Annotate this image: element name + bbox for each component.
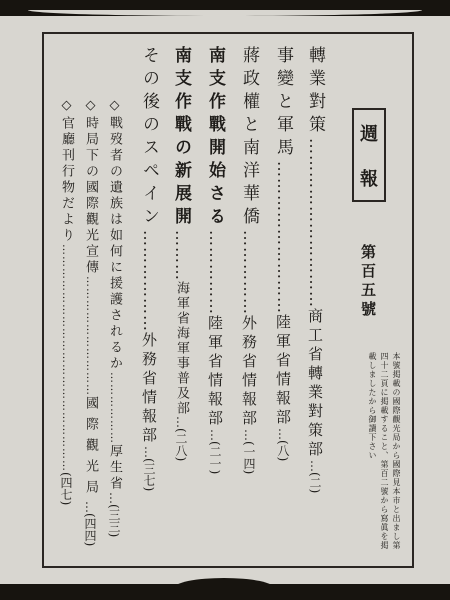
article-source: 陸軍省情報部: [206, 315, 224, 429]
leader-dots: …………………………: [306, 138, 325, 308]
periodical-title-char-1: 週: [360, 123, 378, 145]
leader-dots: …………………………: [84, 276, 97, 396]
bottom-border-band: [0, 584, 450, 600]
toc-entry-4: [206, 46, 223, 474]
minor-title: ◇戰歿者の遺族は如何に援護されるか: [107, 98, 122, 372]
toc-minor-entry-2: [82, 98, 98, 546]
top-border-notch: [28, 10, 422, 16]
publisher-note: 本號掲載の國際觀光局から國際見本市と出まし第四十二頁に掲載すること、第百二號から寫眞を掲載しましたから御讀下さい: [368, 352, 401, 550]
top-border-band: [0, 0, 450, 16]
leader-dots: ……………: [206, 230, 225, 315]
bottom-border-ornament: [174, 578, 274, 588]
article-source: 海軍省海軍事普及部: [174, 281, 189, 416]
toc-entry-5: [172, 46, 189, 461]
minor-source: 厚生省: [107, 444, 122, 492]
leader-dots: …………………………………………………: [60, 244, 73, 472]
issue-number: 第百五號: [359, 244, 377, 320]
article-page: …(三七): [142, 446, 156, 492]
leader-dots: ……………: [240, 230, 259, 315]
toc-entry-3: [240, 46, 257, 474]
minor-page: (四七): [59, 472, 73, 506]
minor-source: 國際觀光局: [83, 396, 98, 501]
article-page: …(二): [308, 460, 322, 494]
article-source: 外務省情報部: [140, 332, 158, 446]
article-title: 蔣政權と南洋華僑: [239, 46, 259, 230]
toc-entry-2: [274, 46, 291, 461]
article-title: 事變と軍馬: [273, 46, 293, 161]
minor-page: …(四四): [83, 501, 97, 547]
article-page: …(二一): [208, 429, 222, 475]
leader-dots: ………………: [108, 372, 121, 444]
minor-title: ◇時局下の國際觀光宣傳: [83, 98, 98, 276]
periodical-title-box: [352, 108, 386, 202]
toc-entry-1: [306, 46, 323, 493]
minor-page: …(三三): [107, 492, 121, 538]
article-source: 商工省轉業對策部: [306, 308, 324, 460]
toc-minor-entry-1: [106, 98, 122, 537]
article-title: その後のスペイン: [139, 46, 159, 230]
article-source: 陸軍省情報部: [274, 314, 292, 428]
periodical-title-char-2: 報: [360, 168, 378, 190]
article-page: …(二八): [174, 416, 188, 462]
article-title: 南支作戰の新展開: [171, 46, 191, 230]
minor-title: ◇官廳刊行物だより: [59, 98, 74, 244]
toc-minor-entry-3: [58, 98, 74, 505]
leader-dots: ………………: [140, 230, 159, 332]
article-page: …(一四): [242, 429, 256, 475]
article-source: 外務省情報部: [240, 315, 258, 429]
article-title: 南支作戰開始さる: [205, 46, 225, 230]
toc-entry-6: [140, 46, 157, 491]
leader-dots: ………………………: [274, 161, 293, 314]
article-title: 轉業對策: [305, 46, 325, 138]
article-page: …(八): [276, 428, 290, 462]
leader-dots: ………: [172, 230, 191, 281]
